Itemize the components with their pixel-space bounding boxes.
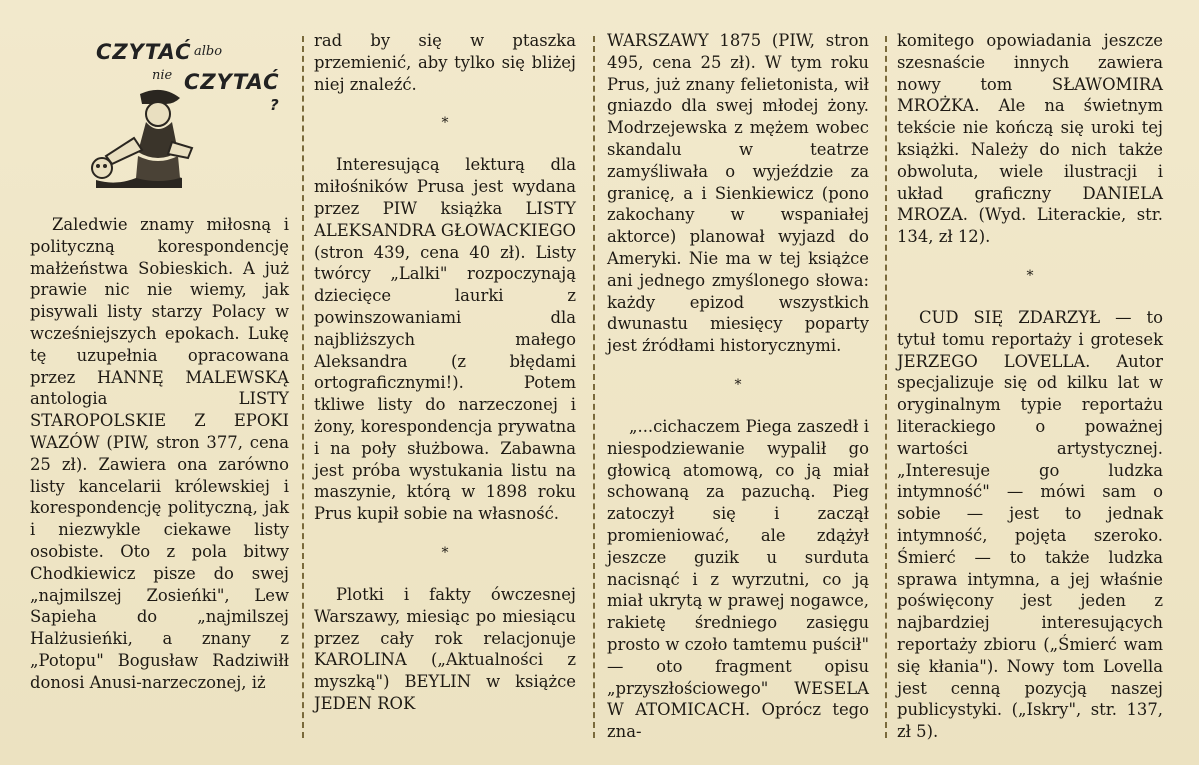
- paragraph-lovell-book: CUD SIĘ ZDARZYŁ — to tytuł tomu reportaży i grotesek JERZEGO LOVELLA. Autor specjalizuje się od kilku lat w oryginalnym typie reportażu literackiego o poważnej wartości artystycznej. „Interesuje go ludzka intymność" — mówi sam o sobie — jest to jednak intymność, pojęta szeroko. Śmierć — to także ludzka sprawa intymna, a jej właśnie poświęcony jest jeden z najbardziej interesujących reportaży zbioru („Śmierć wam się kłania"). Nowy tom Lovella jest cenną pozycją naszej publicystyki. („Iskry", str. 137, zł 5).: [897, 307, 1163, 742]
- logo-word-albo: albo: [194, 44, 223, 59]
- logo-word-nie: nie: [152, 68, 173, 83]
- column-3: [607, 30, 869, 743]
- column-2: [314, 30, 576, 715]
- paragraph-mrozek-book: komitego opowiadania jeszcze szesnaście innych zawiera nowy tom SŁAWOMIRA MROŻKA. Ale na świetnym tekście nie kończą się uroki tej książki. Należy do nich także obwoluta, wiele ilustracji i układ graficzny DANIELA MROZA. (Wyd. Literackie, str. 134, zł 12).: [897, 31, 1163, 247]
- paragraph-warsaw-1875: WARSZAWY 1875 (PIW, stron 495, cena 25 zł). W tym roku Prus, już znany felietonista, wił gniazdo dla swej młodej żony. Modrzejewska z mężem wobec skandalu w teatrze zamyśliwała o wyjeździe za granicę, a i Sienkiewicz (pono zakochany w wspaniałej aktorce) planował wyjazd do Ameryki. Nie ma w tej książce ani jednego zmyślonego słowa: każdy epizod wszystkich dwunastu miesięcy poparty jest źródłami historycznymi.: [607, 31, 869, 356]
- column-divider-1: [302, 36, 304, 738]
- paragraph-mrozek-excerpt: „...cichaczem Piega zaszedł i niespodziewanie wypalił go głowicą atomową, co ją miał schowaną za pazuchą. Pieg zatoczył się i zaczął promieniować, ale zdążył jeszcze guzik u surduta nacisnąć i z wyrzutni, co ją miał ukrytą w prawej nogawce, rakietę średniego zasięgu prosto w czoło tamtemu puścił" — oto fragment opisu „przyszłościowego" WESELA W ATOMICACH. Oprócz tego zna-: [607, 416, 869, 742]
- paragraph-prus-letters: Interesującą lekturą dla miłośników Prusa jest wydana przez PIW książka LISTY ALEKSANDRA GŁOWACKIEGO (stron 439, cena 40 zł). Listy twórcy „Lalki" rozpoczynają dziecięce laurki z powinszowaniami dla najbliższych małego Aleksandra (z błędami ortograficznymi!). Potem tkliwe listy do narzeczonej i żony, korespondencja prywatna i na poły służbowa. Zabawna jest próba wystukania listu na maszynie, którą w 1898 roku Prus kupił sobie na własność.: [314, 155, 576, 524]
- section-star: *: [734, 376, 742, 393]
- column-divider-3: [885, 36, 887, 738]
- czytac-logo: [88, 30, 280, 198]
- section-star: *: [441, 115, 449, 132]
- column-4: [897, 30, 1163, 743]
- section-star: *: [441, 544, 449, 561]
- column-divider-2: [593, 36, 595, 738]
- logo-question-mark: ?: [270, 96, 279, 114]
- paragraph-radziwill-continued: rad by się w ptaszka przemienić, aby tylko się bliżej niej znaleźć.: [314, 31, 576, 94]
- logo-word-czytac-2: CZYTAĆ: [184, 70, 280, 94]
- logo-word-czytac: CZYTAĆ: [96, 40, 192, 64]
- paragraph-sobieski-letters: Zaledwie znamy miłosną i polityczną korespondencję małżeństwa Sobieskich. A już prawie nic nie wiemy, jak pisywali listy starzy Polacy w wcześniejszych epokach. Lukę tę uzupełnia opracowana przez HANNĘ MALEWSKĄ antologia LISTY STAROPOLSKIE Z EPOKI WAZÓW (PIW, stron 377, cena 25 zł). Zawiera ona zarówno listy kancelarii królewskiej i korespondencję polityczną, jak i niezwykle ciekawe listy osobiste. Oto z pola bitwy Chodkiewicz pisze do swej „najmilszej Zosieńki", Lew Sapieha do „najmilszej Halżusieńki, a znany z „Potopu" Bogusław Radziwiłł donosi Anusi-narzeczonej, iż: [30, 215, 289, 692]
- section-star: *: [1026, 267, 1034, 284]
- reader-illustration-icon: [88, 86, 208, 196]
- paragraph-beylin-warsaw: Plotki i fakty ówczesnej Warszawy, miesiąc po miesiącu przez cały rok relacjonuje KAROLINA („Aktualności z myszką") BEYLIN w książce JEDEN ROK: [314, 584, 576, 713]
- column-1: [30, 214, 289, 694]
